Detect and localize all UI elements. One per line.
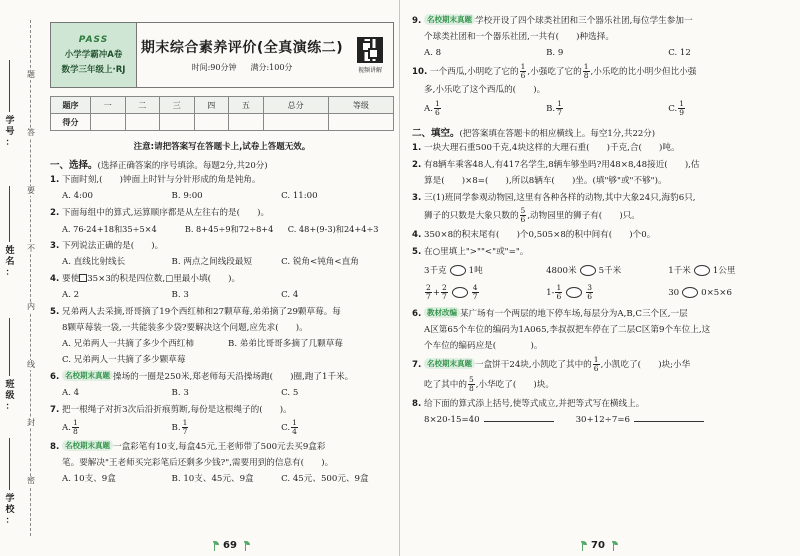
option-b[interactable]: B. 3 xyxy=(171,388,189,398)
question-6-options xyxy=(50,385,394,401)
compare-item: 30 0×5×6 xyxy=(668,288,732,298)
option-c[interactable]: C. 12 xyxy=(668,48,691,58)
option-a[interactable]: A. 直线比射线长 xyxy=(62,257,126,267)
option-b[interactable]: B. 两点之间线段最短 xyxy=(171,257,253,267)
question-1-options xyxy=(50,188,394,204)
score-table-header-row xyxy=(51,97,394,114)
series-name: 小学学霸冲A卷 xyxy=(64,50,123,60)
question-5-options-row2 xyxy=(50,352,394,368)
question-2-options xyxy=(50,221,394,237)
class-name-label: 班 级 ： xyxy=(5,380,15,412)
option-a[interactable]: A. 4:00 xyxy=(62,191,93,201)
binding-margin xyxy=(0,0,46,556)
leaf-icon xyxy=(578,540,587,551)
exam-score: 满分:100分 xyxy=(250,63,293,72)
question-8-options xyxy=(50,471,394,487)
row-label: 得分 xyxy=(51,114,91,131)
answer-notice: 注意:请把答案写在答题卡上,试卷上答题无效。 xyxy=(133,142,311,152)
binding-char: 密 xyxy=(27,476,35,485)
binding-dash-line xyxy=(30,20,31,536)
question-9: 9. 名校期末真题 学校开设了四个球类社团和三个器乐社团,每位学生参加一 个球类社团和一个器乐社团,一共有( )种选择。 xyxy=(412,15,693,42)
option-c[interactable]: C. $\frac{1}{4}$ xyxy=(281,418,297,436)
binding-char: 不 xyxy=(27,244,35,253)
binding-char: 要 xyxy=(27,186,35,195)
student-name-label: 姓 名 ： xyxy=(5,246,15,278)
source-tag: 名校期末真题 xyxy=(424,14,475,25)
option-b[interactable]: B. 3 xyxy=(171,290,189,300)
score-col: 二 xyxy=(125,97,160,114)
score-cell[interactable] xyxy=(125,114,160,131)
question-10: 10. 一个西瓜,小明吃了它的 $\frac{1}{6}$ ,小强吃了它的 $\frac{1}{8}$ ,小乐吃的比小明少但比小强 多,小乐吃了这个西瓜的( )。 xyxy=(412,62,697,95)
option-a[interactable]: A. $\frac{1}{6}$ xyxy=(424,99,440,117)
fill-question-1: 1. 一块大理石重500千克,4块这样的大理石重( )千克,合( )吨。 xyxy=(412,143,680,153)
option-c[interactable]: C. 45元、500元、9盒 xyxy=(281,474,369,484)
option-c[interactable]: C. 5 xyxy=(281,388,299,398)
fill-question-4: 4. 350×8的积末尾有( )个0,505×8的积中间有( )个0。 xyxy=(412,230,656,240)
binding-char: 题 xyxy=(27,70,35,79)
option-c[interactable]: C. 48+(9-3)和24+4÷3 xyxy=(287,224,379,234)
compare-circle[interactable] xyxy=(682,287,698,298)
compare-item: 4800米 5千米 xyxy=(546,266,622,276)
option-c[interactable]: C. 锐角<钝角<直角 xyxy=(281,257,359,267)
exam-meta xyxy=(192,62,293,73)
question-8: 8. 名校期末真题 一盒彩笔有10支,每盒45元,王老师带了500元去买9盒彩 笔。要解决"王老师买完彩笔后还剩多少钱?",需要用到的信息有( )。 xyxy=(50,441,334,468)
question-3-options xyxy=(50,254,394,270)
score-col: 总分 xyxy=(263,97,328,114)
binding-char: 线 xyxy=(27,360,35,369)
compare-circle[interactable] xyxy=(450,265,466,276)
option-a[interactable]: A. 76-24+18和35÷5×4 xyxy=(62,224,157,234)
equation-2: 30+12÷7=6 xyxy=(576,412,704,428)
option-b[interactable]: B. $\frac{1}{7}$ xyxy=(171,418,188,436)
score-col: 四 xyxy=(194,97,229,114)
question-3: 3. 下列说法正确的是( )。 xyxy=(50,241,164,251)
qr-block[interactable] xyxy=(347,23,393,87)
right-content xyxy=(412,12,794,428)
compare-item: 1千米 1公里 xyxy=(668,266,736,276)
question-9-options xyxy=(412,45,794,61)
option-b[interactable]: B. 8+45÷9和72÷8+4 xyxy=(184,224,274,234)
score-cell[interactable] xyxy=(328,114,393,131)
source-tag: 名校期末真题 xyxy=(424,358,475,369)
row-label: 题序 xyxy=(51,97,91,114)
leaf-icon xyxy=(241,540,250,551)
fill-question-7: 7. 名校期末真题 一盒饼干24块,小凯吃了其中的 $\frac{1}{6}$ ,小凯吃了( )块;小华 吃了其中的 $\frac{5}{8}$ ,小华吃了( )块。 xyxy=(412,355,691,393)
exam-header xyxy=(50,22,394,88)
question-6: 6. 名校期末真题 操场的一圈是250米,郑老师每天沿操场跑( )圈,跑了1千米。 xyxy=(50,371,354,382)
option-c[interactable]: C. 11:00 xyxy=(281,191,318,201)
fill-question-3: 3. 三(1)班同学参观动物园,这里有各种各样的动物,其中大象24只,海豹6只, 狮子的只数是大象只数的 $\frac{5}{6}$ ,动物园里的狮子有( )只。 xyxy=(412,193,696,224)
score-col: 三 xyxy=(160,97,195,114)
source-tag: 名校期末真题 xyxy=(62,370,113,381)
binding-char: 封 xyxy=(27,418,35,427)
question-1: 1. 下面时刻,( )钟面上时针与分针形成的角是钝角。 xyxy=(50,175,261,185)
option-b[interactable]: B. 弟弟比哥哥多摘了几颗草莓 xyxy=(228,339,343,349)
fill-question-5: 5. 在○里填上">""<"或"="。 xyxy=(412,247,529,257)
question-2: 2. 下面每组中的算式,运算顺序都是从左往右的是( )。 xyxy=(50,208,270,218)
score-cell[interactable] xyxy=(160,114,195,131)
compare-item: 3千克 1吨 xyxy=(424,266,483,276)
equation-1: 8×20-15=40 xyxy=(424,412,554,428)
binding-char: 内 xyxy=(27,302,35,311)
compare-circle[interactable] xyxy=(580,265,596,276)
option-c[interactable]: C. $\frac{1}{9}$ xyxy=(668,99,684,117)
compare-item: 1- $\frac{1}{6}$ $\frac{3}{6}$ xyxy=(546,283,593,301)
right-page xyxy=(400,0,800,556)
option-a[interactable]: A. 2 xyxy=(62,290,80,300)
compare-circle[interactable] xyxy=(694,265,710,276)
option-a[interactable]: A. 8 xyxy=(424,48,442,58)
question-5-options-row1 xyxy=(50,336,394,352)
pass-logo: PASS xyxy=(78,35,109,45)
school-name-field[interactable] xyxy=(9,438,10,490)
leaf-icon xyxy=(609,540,618,551)
score-table-score-row xyxy=(51,114,394,131)
leaf-icon xyxy=(210,540,219,551)
question-10-options xyxy=(412,98,794,120)
square-blank-icon xyxy=(79,274,87,282)
question-4-options xyxy=(50,287,394,303)
student-id-label: 学 号 ： xyxy=(5,116,15,148)
compare-grid xyxy=(412,261,794,305)
page-number-left: 69 xyxy=(210,540,250,551)
score-table xyxy=(50,96,394,131)
fill-question-8: 8. 给下面的算式添上括号,使等式成立,并把等式写在横线上。 xyxy=(412,399,645,409)
option-b[interactable]: B. 10支、45元、9盒 xyxy=(171,474,254,484)
equation-row xyxy=(412,412,794,428)
qr-code-icon[interactable] xyxy=(357,37,383,63)
fill-question-2: 2. 有8辆车乘客48人,有417名学生,8辆车够坐吗?用48×8,48接近( ),估 算是( )×8=( ),所以8辆车( )坐。(填"够"或"不够")。 xyxy=(412,160,700,186)
exam-title: 期末综合素养评价(全真演练二) xyxy=(140,40,344,56)
exam-time: 时间:90分钟 xyxy=(191,63,237,72)
section-2-heading: 二、填空。(把答案填在答题卡的相应横线上。每空1分,共22分) xyxy=(412,128,656,139)
score-col: 一 xyxy=(91,97,126,114)
score-col: 五 xyxy=(229,97,264,114)
compare-item: $\frac{2}{7}$ + $\frac{2}{7}$ $\frac{4}{7}$ xyxy=(426,283,478,301)
fill-question-6: 6. 教材改编 某广场有一个两层的地下停车场,每层分为A,B,C三个区,一层 A区第65个车位的编码为1A065,李叔叔把车停在了二层C区第9个车位上,这 个车位的编码应是( )。 xyxy=(412,308,711,351)
option-b[interactable]: B. 9:00 xyxy=(171,191,203,201)
school-name-label: 学 校 ： xyxy=(5,494,15,526)
score-col: 等级 xyxy=(328,97,393,114)
option-c[interactable]: C. 兄弟两人一共摘了多少颗草莓 xyxy=(62,355,186,365)
score-cell[interactable] xyxy=(229,114,264,131)
source-tag: 教材改编 xyxy=(424,307,460,318)
student-name-field[interactable] xyxy=(9,186,10,242)
option-a[interactable]: A. 4 xyxy=(62,388,80,398)
answer-line[interactable] xyxy=(484,421,554,422)
grade-label: 数学三年级上·RJ xyxy=(61,65,126,75)
question-7: 7. 把一根绳子对折3次后沿折痕剪断,每份是这根绳子的( )。 xyxy=(50,405,292,415)
question-7-options xyxy=(50,418,394,438)
option-a[interactable]: A. $\frac{1}{8}$ xyxy=(62,418,78,436)
score-cell[interactable] xyxy=(91,114,126,131)
brand-block xyxy=(51,23,137,87)
answer-line[interactable] xyxy=(634,421,704,422)
left-content xyxy=(50,22,394,487)
score-cell[interactable] xyxy=(194,114,229,131)
question-4: 4. 要使 35×3的积是四位数,□里最小填( )。 xyxy=(50,274,241,284)
source-tag: 名校期末真题 xyxy=(62,440,113,451)
section-1-heading: 一、选择。(选择正确答案的序号填涂。每题2分,共20分) xyxy=(50,160,268,171)
class-name-field[interactable] xyxy=(9,318,10,376)
score-cell[interactable] xyxy=(263,114,328,131)
compare-circle[interactable] xyxy=(566,287,582,298)
binding-char: 答 xyxy=(27,128,35,137)
title-block xyxy=(137,23,347,87)
page-number-right: 70 xyxy=(578,540,618,551)
option-a[interactable]: A. 兄弟两人一共摘了多少个西红柿 xyxy=(62,339,194,349)
compare-circle[interactable] xyxy=(452,287,468,298)
option-a[interactable]: A. 10支、9盒 xyxy=(62,474,116,484)
qr-caption: 视频讲解 xyxy=(357,66,382,74)
option-c[interactable]: C. 4 xyxy=(281,290,299,300)
option-b[interactable]: B. $\frac{1}{7}$ xyxy=(546,99,562,117)
option-b[interactable]: B. 9 xyxy=(546,48,564,58)
question-5: 5. 兄弟两人去采摘,哥哥摘了19个西红柿和27颗草莓,弟弟摘了29颗草莓。每 8颗草莓装一袋,一共能装多少袋?要解决这个问题,应先求( )。 xyxy=(50,307,341,333)
student-id-field[interactable] xyxy=(9,60,10,112)
